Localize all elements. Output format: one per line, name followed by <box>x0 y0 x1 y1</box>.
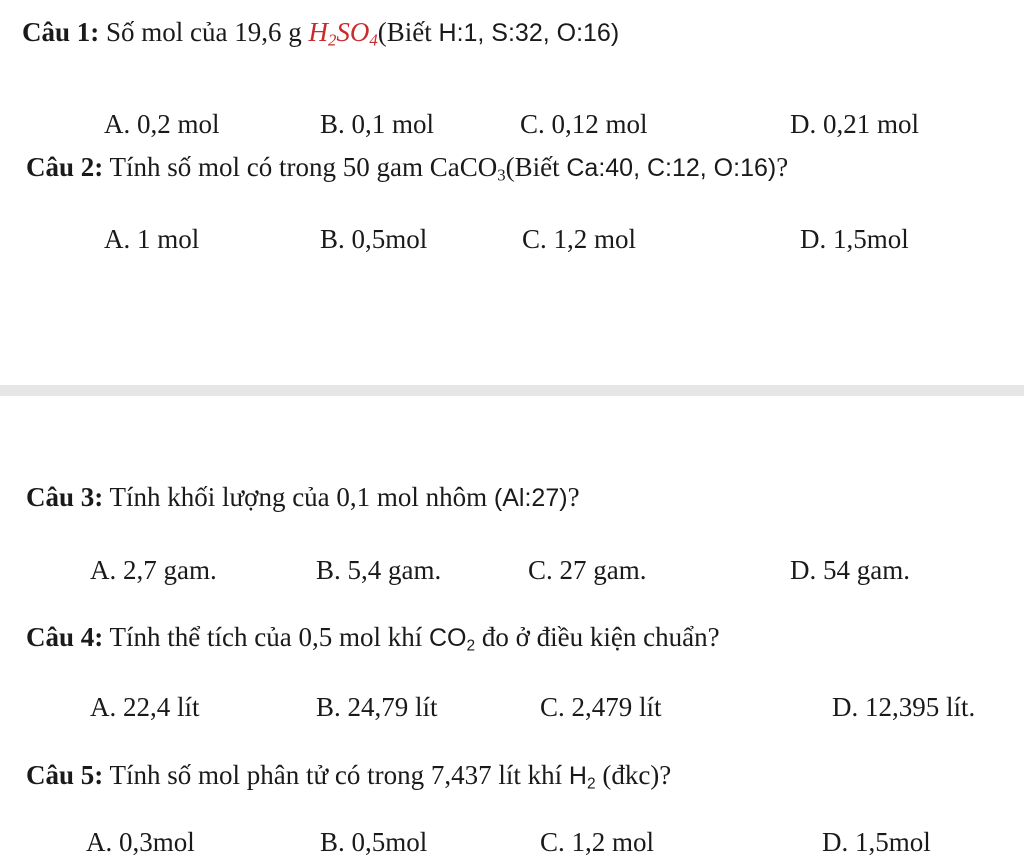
question-2-option-b: B. 0,5mol <box>320 224 428 254</box>
question-2-option-d: D. 1,5mol <box>800 224 909 254</box>
question-3-text: Tính khối lượng của 0,1 mol nhôm <box>109 482 494 512</box>
question-3-option-a: A. 2,7 gam. <box>90 555 217 585</box>
question-2-text: Tính số mol có trong 50 gam <box>109 152 430 182</box>
question-2-formula: CaCO$_3$ <box>429 152 506 185</box>
question-3-option-d: D. 54 gam. <box>790 555 910 585</box>
question-1-label: Câu 1: <box>22 17 100 47</box>
question-5-option-b: B. 0,5mol <box>320 827 428 857</box>
question-4-option-b: B. 24,79 lít <box>316 692 438 722</box>
question-5-option-a: A. 0,3mol <box>86 827 195 857</box>
question-4-formula: $CO_2$ <box>428 624 476 655</box>
question-1-known-prefix: (Biết <box>377 17 439 47</box>
page-divider <box>0 385 1024 396</box>
question-3-known-values: (Al:27) <box>493 484 568 512</box>
question-1-formula: $H_2SO_4$ <box>308 17 378 50</box>
question-4-option-c: C. 2,479 lít <box>540 692 662 722</box>
question-2-label: Câu 2: <box>26 152 104 182</box>
question-1-known-values: H:1, S:32, O:16) <box>438 19 620 47</box>
question-5-option-c: C. 1,2 mol <box>540 827 655 857</box>
question-5-text: Tính số mol phân tử có trong 7,437 lít khí <box>109 760 569 790</box>
question-1 <box>22 15 619 50</box>
question-4-option-a: A. 22,4 lít <box>90 692 200 722</box>
question-2: Câu 2: Tính số mol có trong 50 gam CaCO$_3$(Biết Ca:40, C:12, O:16)? <box>26 152 789 185</box>
question-1-option-a: A. 0,2 mol <box>104 109 220 139</box>
question-3: Câu 3: Tính khối lượng của 0,1 mol nhôm (Al:27)? <box>26 482 580 512</box>
question-4 <box>26 620 720 655</box>
question-4-label: Câu 4: <box>26 622 104 652</box>
question-2-known-prefix: (Biết <box>505 152 567 182</box>
question-1-text: Số mol của 19,6 g <box>106 17 309 47</box>
question-3-option-c: C. 27 gam. <box>528 555 647 585</box>
question-5-formula: $H_2$ <box>568 762 596 793</box>
question-4-text-after: đo ở điều kiện chuẩn? <box>475 622 720 652</box>
question-5-label: Câu 5: <box>26 760 104 790</box>
question-4-text: Tính thể tích của 0,5 mol khí <box>109 622 429 652</box>
question-2-option-c: C. 1,2 mol <box>522 224 637 254</box>
question-5-text-after: (đkc)? <box>595 760 672 790</box>
question-3-label: Câu 3: <box>26 482 104 512</box>
question-1-option-c: C. 0,12 mol <box>520 109 648 139</box>
question-2-option-a: A. 1 mol <box>104 224 200 254</box>
question-2-known-values: Ca:40, C:12, O:16) <box>566 154 777 182</box>
question-1-option-d: D. 0,21 mol <box>790 109 920 139</box>
question-4-option-d: D. 12,395 lít. <box>832 692 976 722</box>
question-3-option-b: B. 5,4 gam. <box>316 555 442 585</box>
question-5 <box>26 758 671 793</box>
question-1-option-b: B. 0,1 mol <box>320 109 435 139</box>
question-5-option-d: D. 1,5mol <box>822 827 931 857</box>
